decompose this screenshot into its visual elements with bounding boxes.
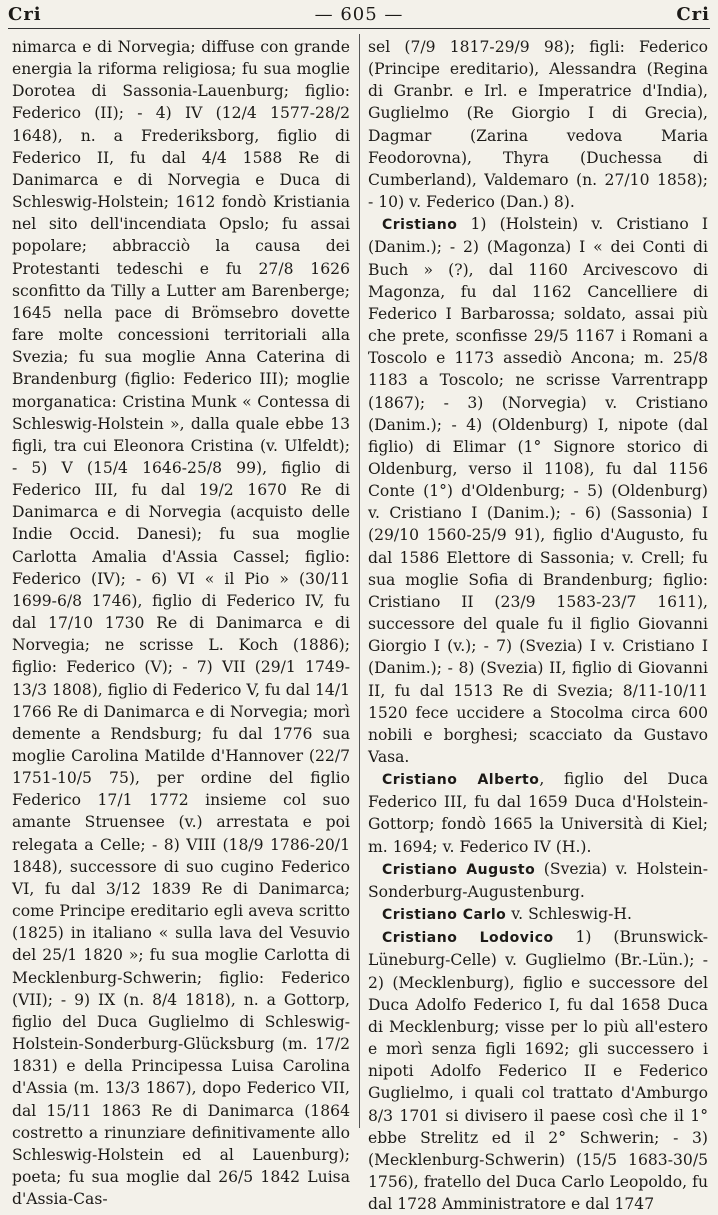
entry-cristiano-carlo — [368, 903, 708, 926]
entry-cristiano-lodovico — [368, 926, 708, 1215]
header-left-keyword: Cri — [8, 3, 42, 25]
headword: Cristiano Alberto — [382, 772, 540, 789]
right-column — [368, 36, 708, 1214]
headword: Cristiano Augusto — [382, 861, 536, 878]
headword: Cristiano Lodovico — [382, 930, 554, 947]
entry-cristiano — [368, 213, 708, 768]
header-rule — [8, 28, 710, 29]
headword: Cristiano Carlo — [382, 907, 507, 924]
headword: Cristiano — [382, 217, 458, 234]
entry-text: v. Schleswig-H. — [506, 905, 632, 924]
page-header — [8, 2, 710, 26]
page-number: — 605 — — [314, 3, 404, 25]
entry-cristiano-alberto — [368, 768, 708, 858]
entry-text: , figlio del Duca Federico III, fu dal 1659 Duca d'Holstein-Gottorp; fondò 1665 la Università di Kiel; m. 1694; v. Federico IV (H.). — [368, 770, 708, 856]
entry-text: sel (7/9 1817-29/9 98); figli: Federico (Principe ereditario), Alessandra (Regina di Granbr. e Irl. e Imperatrice d'India), Guglielmo (Re Giorgio I di Grecia), Dagmar (Zarina vedova Maria Feodorovna), Thyra (Duchessa di Cumberland), Valdemaro (n. 27/10 1858); - 10) v. Federico (Dan.) 8). — [368, 38, 708, 212]
entry-text: 1) (Brunswick-Lüneburg-Celle) v. Guglielmo (Br.-Lün.); - 2) (Mecklenburg), figlio e successore del Duca Adolfo Federico I, fu dal 1658 Duca di Mecklenburg; visse per lo più all'estero e morì senza figli 1692; gli successero i nipoti Adolfo Federico II e Federico Guglielmo, i quali col trattato d'Amburgo 8/3 1701 si divisero il paese così che il 1° ebbe Strelitz ed il 2° Schwerin; - 3) (Mecklenburg-Schwerin) (15/5 1683-30/5 1756), fratello del Duca Carlo Leopoldo, fu dal 1728 Amministratore e dal 1747 — [368, 928, 708, 1214]
header-right-keyword: Cri — [676, 3, 710, 25]
entry-text: 1) (Holstein) v. Cristiano I (Danim.); - 2) (Magonza) I « dei Conti di Buch » (?), dal 1160 Arcivescovo di Magonza, fu dal 1162 Cancelliere di Federico I Barbarossa; soldato, assai più che prete, sconfisse 29/5 1167 i Romani a Toscolo e 1173 assediò Ancona; m. 25/8 1183 a Toscolo; ne scrisse Varrentrapp (1867); - 3) (Norvegia) v. Cristiano (Danim.); - 4) (Oldenburg) I, nipote (dal figlio) di Elimar (1° Signore storico di Oldenburg, verso il 1108), fu dal 1156 Conte (1°) d'Oldenburg; - 5) (Oldenburg) v. Cristiano I (Danim.); - 6) (Sassonia) I (29/10 1560-25/9 91), figlio d'Augusto, fu dal 1586 Elettore di Sassonia; v. Crell; fu sua moglie Sofia di Brandenburg; figlio: Cristiano II (23/9 1583-23/7 1611), successore del quale fu il figlio Giovanni Giorgio I (v.); - 7) (Svezia) I v. Cristiano I (Danim.); - 8) (Svezia) II, figlio di Giovanni II, fu dal 1513 Re di Svezia; 8/11-10/11 1520 fece uccidere a Stocolma circa 600 nobili e borghesi; scacciato da Gustavo Vasa. — [368, 215, 708, 766]
entry-text: (Svezia) v. Holstein-Sonderburg-Augustenburg. — [368, 859, 708, 901]
entry-text: nimarca e di Norvegia; diffuse con grande energia la riforma religiosa; fu sua moglie Dorotea di Sassonia-Lauenburg; figlio: Federico (II); - 4) IV (12/4 1577-28/2 1648), n. a Frederiksborg, figlio di Federico II, fu dal 4/4 1588 Re di Danimarca e di Norvegia e Duca di Schleswig-Holstein; 1612 fondò Kristiania nel sito dell'incendiata Opslo; fu assai popolare; abbracciò la causa dei Protestanti tedeschi e fu 27/8 1626 sconfitto da Tilly a Lutter am Barenberge; 1645 nella pace di Brömsebro dovette fare molte concessioni territoriali alla Svezia; fu sua moglie Anna Caterina di Brandenburg (figlio: Federico III); moglie morganatica: Cristina Munk « Contessa di Schleswig-Holstein », dalla quale ebbe 13 figli, tra cui Eleonora Cristina (v. Ulfeldt); - 5) V (15/4 1646-25/8 99), figlio di Federico III, fu dal 19/2 1670 Re di Danimarca e di Norvegia (acquisto delle Indie Occid. Danesi); fu sua moglie Carlotta Amalia d'Assia Cassel; figlio: Federico (IV); - 6) VI « il Pio » (30/11 1699-6/8 1746), figlio di Federico IV, fu dal 17/10 1730 Re di Danimarca e di Norvegia; ne scrisse L. Koch (1886); figlio: Federico (V); - 7) VII (29/1 1749-13/3 1808), figlio di Federico V, fu dal 14/1 1766 Re di Danimarca e di Norvegia; morì demente a Rendsburg; fu dal 1776 sua moglie Carolina Matilde d'Hannover (22/7 1751-10/5 75), per ordine del figlio Federico 17/1 1772 insieme col suo amante Struensee (v.) arrestata e poi relegata a Celle; - 8) VIII (18/9 1786-20/1 1848), successore di suo cugino Federico VI, fu dal 3/12 1839 Re di Danimarca; come Principe ereditario egli aveva scritto (1825) in italiano « sulla lava del Vesuvio del 25/1 1820 »; fu sua moglie Carlotta di Mecklenburg-Schwerin; figlio: Federico (VII); - 9) IX (n. 8/4 1818), n. a Gottorp, figlio del Duca Guglielmo di Schleswig-Holstein-Sonderburg-Glücksburg (m. 17/2 1831) e della Principessa Luisa Carolina d'Assia (m. 13/3 1867), dopo Federico VII, dal 15/11 1863 Re di Danimarca (1864 costretto a rinunziare definitivamente allo Schleswig-Holstein ed al Lauenburg); poeta; fu sua moglie dal 26/5 1842 Luisa d'Assia-Cas- — [12, 38, 350, 1209]
column-divider — [359, 34, 360, 1128]
entry-cristiano-augusto — [368, 858, 708, 903]
left-column — [12, 36, 350, 1209]
